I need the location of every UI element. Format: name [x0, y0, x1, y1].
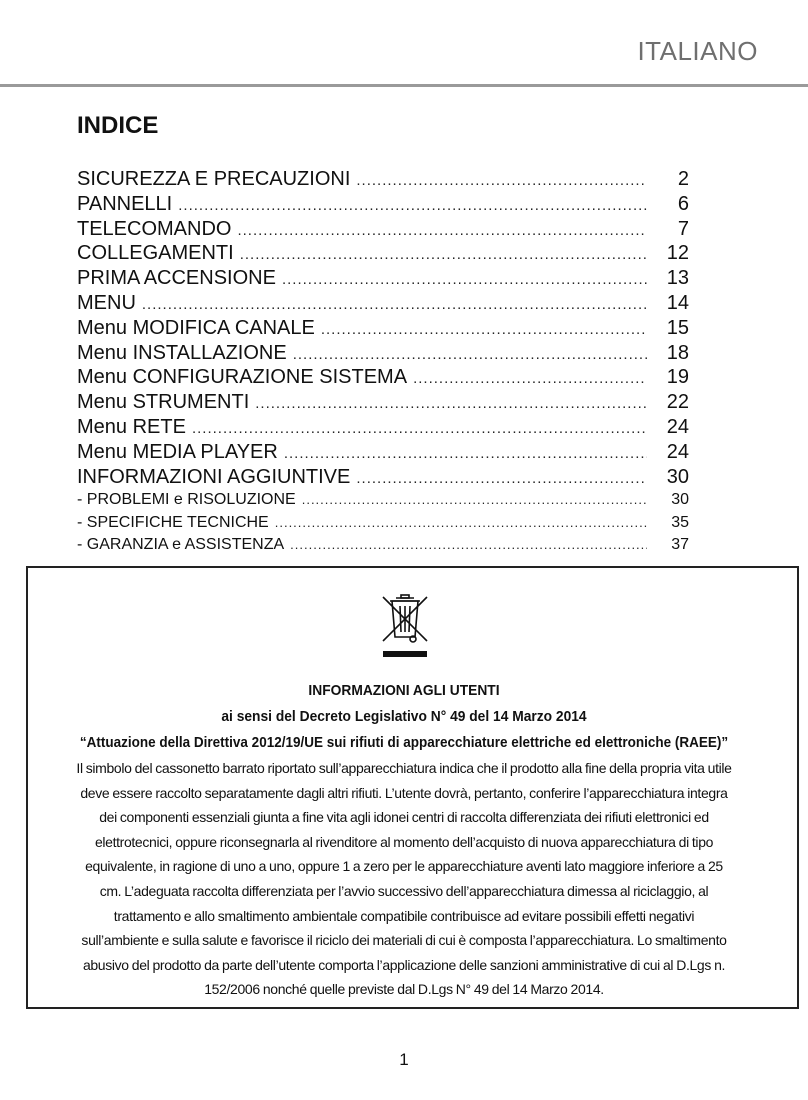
toc-leader-dots: [178, 194, 647, 219]
toc-entry-label: PRIMA ACCENSIONE: [77, 267, 276, 290]
toc-entry-label: - PROBLEMI e RISOLUZIONE: [77, 491, 296, 509]
toc-entry[interactable]: [77, 390, 689, 415]
toc-entry[interactable]: [77, 341, 689, 366]
toc-entry-page: 14: [666, 291, 689, 314]
toc-entry-page: 6: [677, 192, 689, 215]
toc-entry-label: Menu INSTALLAZIONE: [77, 341, 287, 364]
toc-leader-dots: [237, 219, 647, 244]
toc-entry-page: 18: [666, 341, 689, 364]
toc-entry-page: 24: [666, 440, 689, 463]
toc-subentry[interactable]: [77, 512, 689, 535]
notice-body-line: 152/2006 nonché quelle previste dal D.Lgs N° 49 del 14 Marzo 2014.: [204, 981, 604, 998]
toc-entry[interactable]: [77, 266, 689, 291]
toc-entry-label: Menu MEDIA PLAYER: [77, 440, 278, 463]
notice-body: [40, 756, 768, 1002]
notice-body-line: deve essere raccolto separatamente dagli altri rifiuti. L’utente dovrà, pertanto, conferire l’apparecchiatura integra: [80, 784, 728, 801]
toc-leader-dots: [142, 293, 647, 318]
weee-information: [40, 678, 768, 1002]
toc-subentry[interactable]: [77, 534, 689, 557]
toc-entry[interactable]: [77, 167, 689, 192]
notice-body-line: Il simbolo del cassonetto barrato riportato sull’apparecchiatura indica che il prodotto alla fine della propria vita utile: [76, 760, 732, 776]
toc-entry-page: 13: [666, 267, 689, 290]
notice-body-line: elettrotecnici, oppure riconsegnarla al rivenditore al momento dell’acquisto di nuova apparecchiatura di tipo: [94, 833, 714, 850]
toc-entry-label: INFORMAZIONI AGGIUNTIVE: [77, 465, 351, 488]
toc-entry-page: 30: [666, 465, 689, 488]
toc-entry-page: 35: [671, 513, 689, 531]
toc-entry-page: 7: [677, 217, 689, 240]
toc-entry-label: PANNELLI: [77, 192, 173, 215]
toc-entry-label: Menu MODIFICA CANALE: [77, 316, 315, 339]
notice-body-line: abusivo del prodotto da parte dell’utente comporta l’applicazione delle sanzioni amministrative di cui al D.Lgs n.: [82, 956, 726, 973]
toc-entry[interactable]: [77, 217, 689, 242]
toc-entry[interactable]: [77, 365, 689, 390]
toc-entry[interactable]: [77, 291, 689, 316]
toc-entry-label: COLLEGAMENTI: [77, 242, 234, 265]
toc-leader-dots: [356, 169, 647, 194]
notice-body-line: equivalente, in ragione di uno a uno, oppure 1 a zero per le apparecchiature aventi lato maggiore inferiore a 25: [85, 858, 723, 875]
toc-entry-page: 30: [671, 491, 689, 509]
notice-subtitle: ai sensi del Decreto Legislativo N° 49 del 14 Marzo 2014: [221, 708, 587, 725]
toc-leader-dots: [255, 392, 647, 417]
notice-directive-quote: “Attuazione della Direttiva 2012/19/UE sui rifiuti di apparecchiature elettriche ed elettroniche (RAEE)”: [79, 734, 729, 751]
toc-leader-dots: [192, 417, 647, 442]
page-number: 1: [399, 1050, 409, 1069]
toc-entry-page: 24: [666, 415, 689, 438]
toc-entry-label: - GARANZIA e ASSISTENZA: [77, 536, 285, 554]
toc-entry-page: 2: [677, 168, 689, 190]
notice-body-line: cm. L’adeguata raccolta differenziata per l’avvio successivo dell’apparecchiatura dimessa al riciclaggio, al: [99, 882, 709, 899]
toc-entry[interactable]: [77, 316, 689, 341]
toc-leader-dots: [284, 442, 647, 467]
toc-leader-dots: [413, 367, 647, 392]
language-header: ITALIANO: [637, 36, 758, 66]
toc-leader-dots: [240, 243, 647, 268]
notice-body-line: sull’ambiente e sulla salute e favorisce il riciclo dei materiali di cui è composta l’apparecchiatura. Lo smaltimento: [81, 932, 727, 949]
toc-entry-label: MENU: [77, 291, 136, 314]
header-divider: [0, 84, 808, 87]
toc-entry-page: 22: [666, 391, 689, 414]
toc-entry[interactable]: [77, 241, 689, 266]
toc-leader-dots: [302, 489, 647, 512]
toc-leader-dots: [321, 318, 647, 343]
toc-entry-label: Menu RETE: [77, 415, 186, 438]
toc-entry-label: Menu CONFIGURAZIONE SISTEMA: [77, 366, 408, 389]
toc-entry-page: 19: [666, 366, 689, 389]
toc-entry[interactable]: [77, 465, 689, 490]
toc-leader-dots: [293, 343, 647, 368]
toc-entry[interactable]: [77, 415, 689, 440]
toc-entry-page: 37: [671, 536, 689, 554]
toc-entry-page: 12: [666, 242, 689, 265]
toc-entry[interactable]: [77, 192, 689, 217]
toc-leader-dots: [282, 268, 647, 293]
toc-leader-dots: [290, 534, 647, 557]
toc-entry-label: TELECOMANDO: [77, 217, 232, 240]
toc-leader-dots: [356, 467, 647, 492]
toc-entry-label: Menu STRUMENTI: [77, 391, 250, 414]
toc-entry-label: - SPECIFICHE TECNICHE: [77, 513, 269, 531]
table-of-contents: [77, 167, 689, 557]
toc-leader-dots: [275, 512, 647, 535]
index-title: INDICE: [77, 112, 159, 139]
notice-title: INFORMAZIONI AGLI UTENTI: [308, 682, 500, 699]
toc-subentry[interactable]: [77, 489, 689, 512]
toc-entry-page: 15: [666, 316, 689, 339]
notice-body-line: trattamento e allo smaltimento ambientale compatibile contribuisce ad evitare possibili effetti negativi: [113, 907, 695, 924]
notice-body-line: dei componenti essenziali giunta a fine vita agli idonei centri di raccolta differenziata dei rifiuti elettronici ed: [99, 809, 709, 826]
toc-entry-label: SICUREZZA E PRECAUZIONI: [77, 168, 351, 190]
crossed-out-wheelie-bin-icon: [379, 591, 431, 661]
toc-entry[interactable]: [77, 440, 689, 465]
